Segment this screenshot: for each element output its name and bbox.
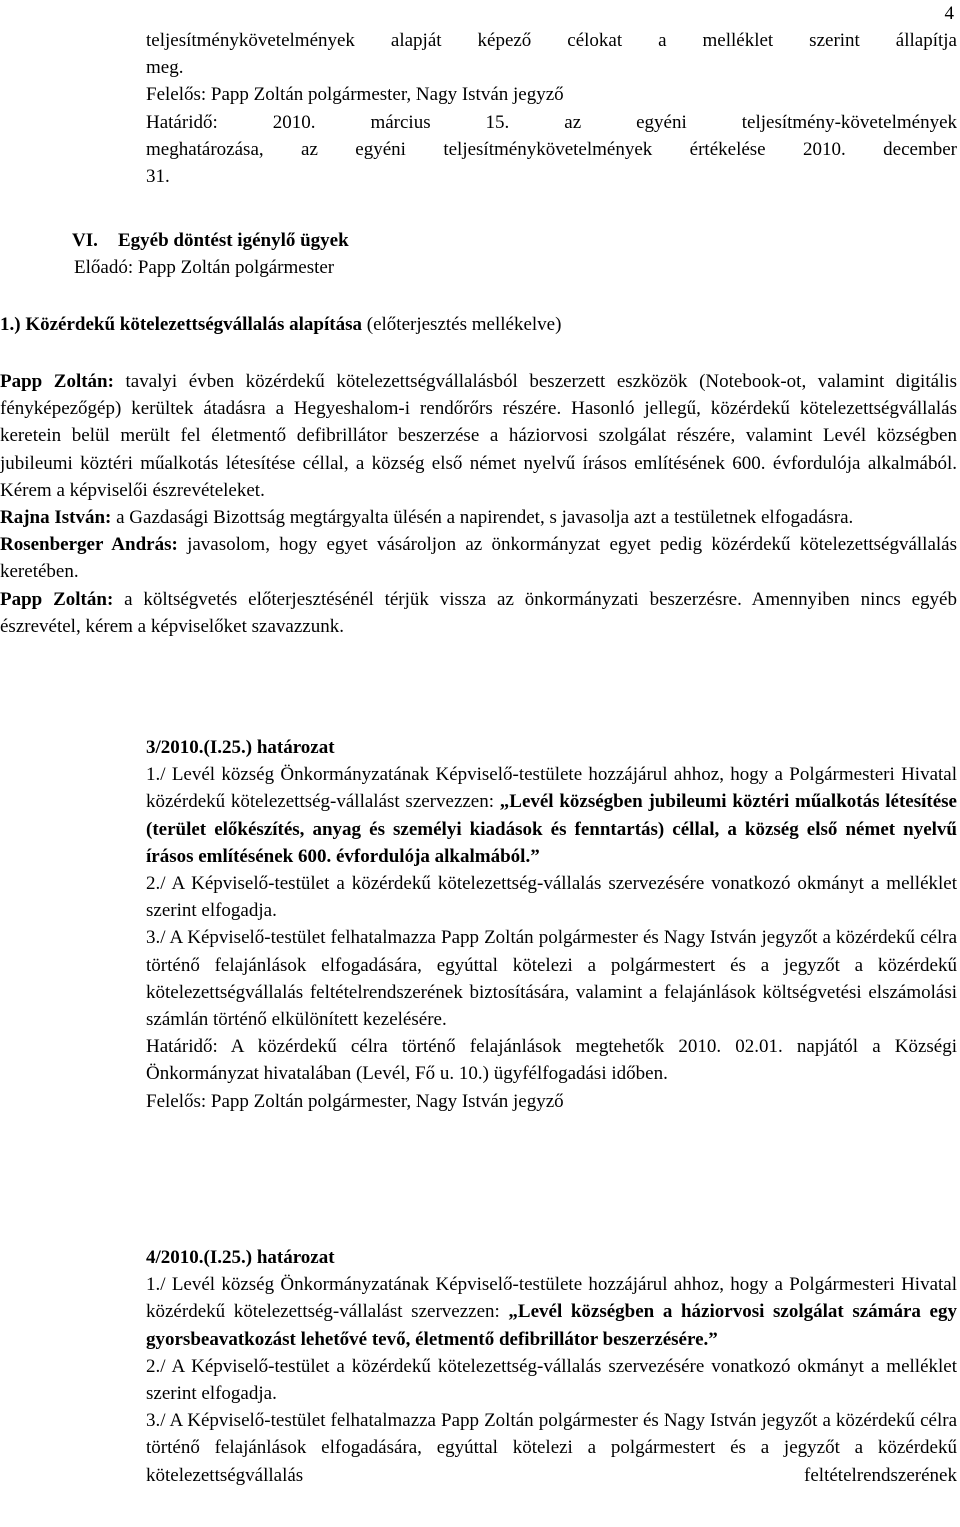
resolution-title: 4/2010.(I.25.) határozat <box>146 1247 335 1268</box>
discussion-entry-4 <box>0 586 957 640</box>
intro-line2: meg. <box>146 57 184 79</box>
page-number: 4 <box>944 3 954 24</box>
resolution-point-1-text: 1./ Levél község Önkormányzatának Képviselő-testülete hozzájárul ahhoz, hogy a Polgármesteri Hivatal közérdekű kötelezettség-vállalást szervezzen: <box>146 764 957 813</box>
item1-heading <box>0 311 957 338</box>
resolution-point-1 <box>146 761 957 870</box>
speaker-text: a költségvetés előterjesztésénél térjük vissza az önkormányzati beszerzésre. Amennyiben nincs egyéb észrevétel, kérem a képviselőket szavazzunk. <box>0 588 957 637</box>
intro-hatarido-line2: meghatározása, az egyéni teljesítménykövetelmények értékelése 2010. december <box>146 138 957 160</box>
resolution-hatarido: Határidő: A közérdekű célra történő felajánlások megtehetők 2010. 02.01. napjától a Községi Önkormányzat hivatalában (Levél, Fő u. 10.) ügyfélfogadási időben. <box>146 1036 957 1085</box>
speaker-text: a Gazdasági Bizottság megtárgyalta ülésén a napirendet, s javasolja azt a testületnek elfogadásra. <box>111 507 854 529</box>
item1-title: Közérdekű kötelezettségvállalás alapítása <box>25 314 363 335</box>
intro-line1: teljesítménykövetelmények alapját képező célokat a melléklet szerint állapítja <box>146 30 957 51</box>
intro-felelos: Felelős: Papp Zoltán polgármester, Nagy István jegyző <box>146 84 564 106</box>
section-presenter: Előadó: Papp Zoltán polgármester <box>74 257 335 278</box>
intro-hatarido-line1: Határidő: 2010. március 15. az egyéni teljesítmény-követelmények <box>146 111 957 133</box>
speaker-text: javasolom, hogy egyet vásároljon az önkormányzat egyet pedig közérdekű kötelezettségvállalás keretében. <box>0 534 957 583</box>
resolution-point-3: 3./ A Képviselő-testület felhatalmazza Papp Zoltán polgármester és Nagy István jegyzőt a közérdekű célra történő felajánlások elfogadására, egyúttal kötelezi a polgármestert és a jegyzőt a közérdekű kötelezettségvállalás feltételrendszerének biztosítására, valamint a felajánlások költségvetési elszámolási számlán történő elkülönített kezelésére. <box>146 927 957 1031</box>
resolution-point-1-bold: „Levél községben a háziorvosi szolgálat számára egy gyorsbeavatkozást lehetővé tevő, életmentő defibrillátor beszerzésére.” <box>146 1301 957 1350</box>
intro-block <box>146 27 957 190</box>
speaker-name: Rosenberger András: <box>0 534 178 556</box>
resolution-title: 3/2010.(I.25.) határozat <box>146 737 335 758</box>
section-number: VI. <box>72 230 98 251</box>
resolution-point-2: 2./ A Képviselő-testület a közérdekű kötelezettség-vállalás szervezésére vonatkozó okmányt a melléklet szerint elfogadja. <box>146 1355 957 1405</box>
item1-number: 1.) <box>0 314 21 335</box>
resolution-4-2010 <box>146 1244 957 1489</box>
section-title: Egyéb döntést igénylő ügyek <box>118 230 349 251</box>
discussion-block <box>0 368 957 640</box>
resolution-point-2: 2./ A Képviselő-testület a közérdekű kötelezettség-vállalás szervezésére vonatkozó okmányt a melléklet szerint elfogadja. <box>146 873 957 922</box>
intro-hatarido-line3: 31. <box>146 166 170 188</box>
resolution-felelos: Felelős: Papp Zoltán polgármester, Nagy István jegyző <box>146 1090 564 1112</box>
speaker-name: Rajna István: <box>0 507 112 529</box>
speaker-text: tavalyi évben közérdekű kötelezettségvállalásból beszerzett eszközök (Notebook-ot, valamint digitális fényképezőgép) kerültek átadásra a Hegyeshalom-i rendőrőrs részére. Hasonló jellegű, közérdekű kötelezettségvállalás keretein belül merült fel életmentő defibrillátor beszerzése a háziorvosi szolgálat részére, valamint Levél községben jubileumi köztéri műalkotás létesítése céllal, a község első német nyelvű írásos említésének 600. évfordulója alkalmából. Kérem a képviselői észrevételeket. <box>0 371 957 501</box>
resolution-point-3: 3./ A Képviselő-testület felhatalmazza Papp Zoltán polgármester és Nagy István jegyzőt a közérdekű célra történő felajánlások elfogadására, egyúttal kötelezi a polgármestert és a jegyzőt a közérdekű kötelezettségvállalás feltételrendszerének <box>146 1410 957 1486</box>
resolution-point-1 <box>146 1271 957 1353</box>
resolution-3-2010 <box>146 734 957 1115</box>
resolution-point-1-text: 1./ Levél község Önkormányzatának Képviselő-testülete hozzájárul ahhoz, hogy a Polgármesteri Hivatal közérdekű kötelezettség-vállalást szervezzen: <box>146 1274 957 1323</box>
discussion-entry-1 <box>0 368 957 504</box>
speaker-name: Papp Zoltán: <box>0 371 114 392</box>
item1-note: (előterjesztés mellékelve) <box>366 314 562 335</box>
discussion-entry-3 <box>0 531 957 585</box>
discussion-entry-2 <box>0 504 957 531</box>
speaker-name: Papp Zoltán: <box>0 588 114 610</box>
resolution-point-1-bold: „Levél községben jubileumi köztéri műalkotás létesítése (terület előkészítés, anyag és személyi kiadások és fenntartás) céllal, a község első német nyelvű írásos említésének 600. évfordulója alkalmából.” <box>146 791 957 867</box>
